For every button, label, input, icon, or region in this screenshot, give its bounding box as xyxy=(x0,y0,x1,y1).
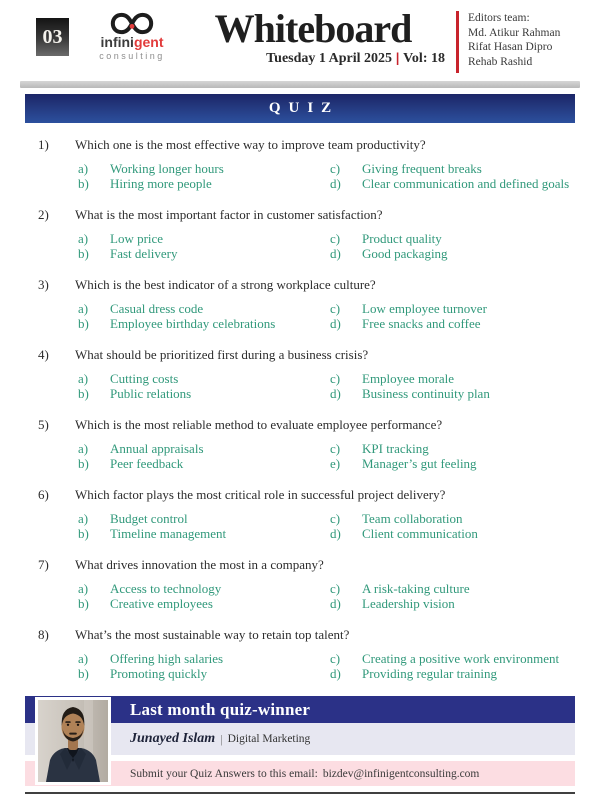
question-text: Which factor plays the most critical role in successful project delivery? xyxy=(75,487,446,502)
option-text: Hiring more people xyxy=(110,176,212,191)
option-text: Annual appraisals xyxy=(110,441,204,456)
editors-block xyxy=(468,11,574,70)
option-text: Cutting costs xyxy=(110,371,179,386)
option-letter: c) xyxy=(330,301,341,316)
question-text: Which is the best indicator of a strong workplace culture? xyxy=(75,277,376,292)
question-number: 2) xyxy=(38,207,49,222)
option-text: Peer feedback xyxy=(110,456,184,471)
quiz-question-5 xyxy=(38,416,575,471)
option xyxy=(78,161,330,176)
options-col-right xyxy=(330,581,575,611)
option-text: Team collaboration xyxy=(362,511,463,526)
brand-name xyxy=(85,35,179,50)
option xyxy=(330,161,575,176)
question-number: 6) xyxy=(38,487,49,502)
option-text: Employee birthday celebrations xyxy=(110,316,276,331)
header-rule xyxy=(20,81,580,88)
option-letter: c) xyxy=(330,231,341,246)
question-number: 1) xyxy=(38,137,49,152)
option-letter: b) xyxy=(78,526,89,541)
option-text: Product quality xyxy=(362,231,442,246)
option-letter: b) xyxy=(78,456,89,471)
option-letter: c) xyxy=(330,371,341,386)
option xyxy=(78,441,330,456)
editor-name: Md. Atikur Rahman xyxy=(468,26,561,39)
option-text: Leadership vision xyxy=(362,596,455,611)
option-letter: a) xyxy=(78,511,89,526)
option-text: Client communication xyxy=(362,526,478,541)
option xyxy=(78,651,330,666)
date-separator: | xyxy=(395,51,401,66)
quiz-question-1 xyxy=(38,136,575,191)
option xyxy=(330,666,575,681)
options-col-right xyxy=(330,441,575,471)
options xyxy=(78,441,575,471)
issue-number-badge: 03 xyxy=(36,18,69,56)
option-text: Giving frequent breaks xyxy=(362,161,482,176)
option xyxy=(330,246,575,261)
brand-name-black: infini xyxy=(100,34,134,50)
winner-separator: | xyxy=(220,731,223,746)
options-col-left xyxy=(78,581,330,611)
option-letter: a) xyxy=(78,371,89,386)
options-col-right xyxy=(330,651,575,681)
option xyxy=(330,526,575,541)
editor-name: Rifat Hasan Dipro xyxy=(468,41,553,54)
footer-rule xyxy=(25,792,575,794)
option-letter: b) xyxy=(78,666,89,681)
quiz-question-4 xyxy=(38,346,575,401)
brand-name-red: gent xyxy=(133,34,164,50)
option-text: Offering high salaries xyxy=(110,651,224,666)
question-number: 8) xyxy=(38,627,49,642)
options-col-right xyxy=(330,231,575,261)
options-col-left xyxy=(78,231,330,261)
options xyxy=(78,231,575,261)
question-text: Which one is the most effective way to improve team productivity? xyxy=(75,137,426,152)
option xyxy=(78,581,330,596)
option-letter: a) xyxy=(78,301,89,316)
option-text: Budget control xyxy=(110,511,188,526)
option xyxy=(330,371,575,386)
options xyxy=(78,301,575,331)
option-text: Low price xyxy=(110,231,164,246)
option xyxy=(330,511,575,526)
winner-role: Digital Marketing xyxy=(227,733,311,745)
quiz-question-2 xyxy=(38,206,575,261)
option-letter: d) xyxy=(330,526,341,541)
option-letter: b) xyxy=(78,596,89,611)
quiz-section-banner xyxy=(25,94,575,123)
option-text: Timeline management xyxy=(110,526,227,541)
title-block xyxy=(179,8,445,67)
winner-name: Junayed Islam xyxy=(130,731,216,746)
option-letter: c) xyxy=(330,161,341,176)
option xyxy=(330,301,575,316)
editor-name: Rehab Rashid xyxy=(468,56,533,69)
options-col-right xyxy=(330,161,575,191)
options-col-left xyxy=(78,301,330,331)
option xyxy=(78,231,330,246)
option xyxy=(78,301,330,316)
options-col-left xyxy=(78,511,330,541)
option xyxy=(330,231,575,246)
option-text: Public relations xyxy=(110,386,192,401)
option xyxy=(78,246,330,261)
question-number: 5) xyxy=(38,417,49,432)
option xyxy=(330,596,575,611)
submit-label: Submit your Quiz Answers to this email: xyxy=(130,767,318,780)
option-letter: a) xyxy=(78,161,89,176)
options-col-left xyxy=(78,651,330,681)
volume-label: Vol: 18 xyxy=(403,51,445,66)
option-text: Employee morale xyxy=(362,371,455,386)
infinity-icon xyxy=(85,12,179,35)
option-text: Access to technology xyxy=(110,581,222,596)
option-text: Providing regular training xyxy=(362,666,498,681)
options-col-left xyxy=(78,371,330,401)
option-text: Promoting quickly xyxy=(110,666,208,681)
option xyxy=(78,666,330,681)
option-text: Creating a positive work environment xyxy=(362,651,560,666)
options-col-right xyxy=(330,301,575,331)
option-letter: b) xyxy=(78,316,89,331)
question-text: What’s the most sustainable way to retain top talent? xyxy=(75,627,350,642)
option xyxy=(78,596,330,611)
question-number: 7) xyxy=(38,557,49,572)
option xyxy=(78,176,330,191)
option xyxy=(78,371,330,386)
page-title: Whiteboard xyxy=(214,6,412,51)
question-number: 4) xyxy=(38,347,49,362)
option-letter: d) xyxy=(330,176,341,191)
option-letter: c) xyxy=(330,651,341,666)
winner-banner-title: Last month quiz-winner xyxy=(130,699,311,719)
brand-tagline: consulting xyxy=(99,50,165,61)
option-letter: a) xyxy=(78,581,89,596)
option-letter: b) xyxy=(78,176,89,191)
option-letter: e) xyxy=(330,456,341,471)
options xyxy=(78,511,575,541)
editors-divider xyxy=(456,11,459,73)
quiz-question-6 xyxy=(38,486,575,541)
options xyxy=(78,651,575,681)
option-letter: c) xyxy=(330,511,341,526)
option-letter: c) xyxy=(330,441,341,456)
quiz-question-7 xyxy=(38,556,575,611)
option-text: A risk-taking culture xyxy=(362,581,470,596)
options-col-left xyxy=(78,161,330,191)
date-line xyxy=(181,51,445,67)
option xyxy=(78,456,330,471)
option xyxy=(330,441,575,456)
option-text: Free snacks and coffee xyxy=(362,316,481,331)
option-letter: d) xyxy=(330,246,341,261)
option-letter: d) xyxy=(330,666,341,681)
question-text: What should be prioritized first during a business crisis? xyxy=(75,347,369,362)
quiz-question-8 xyxy=(38,626,575,681)
option-letter: a) xyxy=(78,441,89,456)
option xyxy=(330,456,575,471)
option-text: Clear communication and defined goals xyxy=(362,176,570,191)
option xyxy=(330,581,575,596)
option-text: KPI tracking xyxy=(362,441,429,456)
question-number: 3) xyxy=(38,277,49,292)
quiz-winner-section xyxy=(25,696,575,786)
option-letter: d) xyxy=(330,596,341,611)
option-letter: a) xyxy=(78,651,89,666)
option-letter: c) xyxy=(330,581,341,596)
option xyxy=(78,386,330,401)
options xyxy=(78,161,575,191)
options xyxy=(78,581,575,611)
option-text: Good packaging xyxy=(362,246,448,261)
option-letter: b) xyxy=(78,246,89,261)
option xyxy=(78,526,330,541)
submit-email[interactable]: bizdev@infinigentconsulting.com xyxy=(322,767,480,780)
option xyxy=(330,316,575,331)
quiz-question-3 xyxy=(38,276,575,331)
option-text: Business continuity plan xyxy=(362,386,490,401)
infinigent-logo xyxy=(85,12,179,61)
option-text: Creative employees xyxy=(110,596,213,611)
option xyxy=(330,176,575,191)
quiz-section-title: QUIZ xyxy=(268,100,340,116)
option xyxy=(78,316,330,331)
quiz-question-list xyxy=(38,136,575,681)
option-text: Working longer hours xyxy=(110,161,224,176)
editors-heading: Editors team: xyxy=(468,12,530,24)
options-col-right xyxy=(330,371,575,401)
option xyxy=(78,511,330,526)
masthead xyxy=(0,0,600,73)
option-letter: a) xyxy=(78,231,89,246)
question-text: Which is the most reliable method to evaluate employee performance? xyxy=(75,417,443,432)
options xyxy=(78,371,575,401)
option-letter: d) xyxy=(330,386,341,401)
option-text: Manager’s gut feeling xyxy=(362,456,477,471)
option-text: Fast delivery xyxy=(110,246,178,261)
option xyxy=(330,386,575,401)
question-text: What is the most important factor in customer satisfaction? xyxy=(75,207,383,222)
question-text: What drives innovation the most in a company? xyxy=(75,557,324,572)
option-text: Low employee turnover xyxy=(362,301,487,316)
option-letter: b) xyxy=(78,386,89,401)
options-col-left xyxy=(78,441,330,471)
option-letter: d) xyxy=(330,316,341,331)
issue-date: Tuesday 1 April 2025 xyxy=(266,51,393,66)
option xyxy=(330,651,575,666)
option-text: Casual dress code xyxy=(110,301,204,316)
winner-photo xyxy=(35,697,111,785)
options-col-right xyxy=(330,511,575,541)
